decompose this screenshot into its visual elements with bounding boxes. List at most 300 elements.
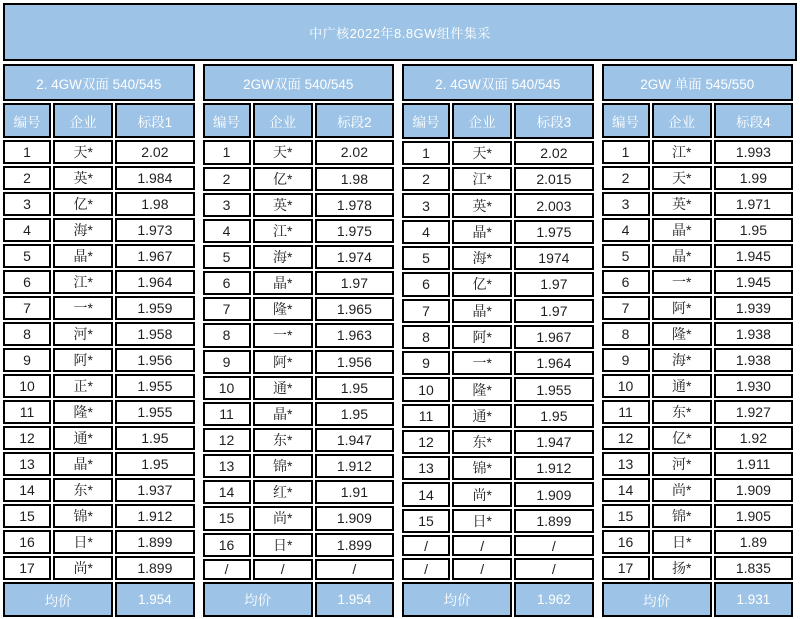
table-row xyxy=(402,482,594,506)
average-value: 1.954 xyxy=(115,582,194,617)
table-row xyxy=(602,426,794,450)
company-cell: 日* xyxy=(253,533,313,557)
table-row xyxy=(203,480,395,504)
price-cell: 1.927 xyxy=(714,400,793,424)
rank-cell: 7 xyxy=(602,296,650,320)
company-cell: 锦* xyxy=(652,504,712,528)
table-row xyxy=(402,509,594,533)
table-row xyxy=(3,322,195,346)
table-row xyxy=(3,296,195,320)
company-cell: 一* xyxy=(53,296,113,320)
rank-cell: 11 xyxy=(402,404,450,428)
company-cell: 英* xyxy=(253,193,313,217)
company-cell: 河* xyxy=(53,322,113,346)
rank-cell: 6 xyxy=(3,270,51,294)
table-row xyxy=(402,430,594,454)
column-header: 标段1 xyxy=(115,103,194,138)
company-cell: 东* xyxy=(53,478,113,502)
rank-cell: 17 xyxy=(3,556,51,580)
rank-cell: 2 xyxy=(3,166,51,190)
price-cell: 1.963 xyxy=(315,323,394,347)
rank-cell: 2 xyxy=(602,166,650,190)
rank-cell: 5 xyxy=(3,244,51,268)
price-cell: 1.95 xyxy=(514,404,593,428)
column-header: 编号 xyxy=(203,103,251,138)
company-cell: 天* xyxy=(253,140,313,164)
table-row xyxy=(602,400,794,424)
price-cell: 1.97 xyxy=(514,299,593,323)
table-row xyxy=(602,192,794,216)
price-cell: 1.993 xyxy=(714,140,793,164)
table-row xyxy=(3,426,195,450)
table-row xyxy=(602,556,794,580)
average-label: 均价 xyxy=(203,582,313,617)
price-cell: 1.945 xyxy=(714,270,793,294)
average-label: 均价 xyxy=(3,582,113,617)
section-header: 2. 4GW双面 540/545 xyxy=(3,64,195,101)
company-cell: 亿* xyxy=(652,426,712,450)
company-cell: 阿* xyxy=(452,325,512,349)
price-cell: 1.97 xyxy=(514,272,593,296)
rank-cell: 15 xyxy=(3,504,51,528)
table-row xyxy=(602,218,794,242)
table-row xyxy=(3,348,195,372)
rank-cell: 14 xyxy=(203,480,251,504)
table-row xyxy=(203,167,395,191)
company-cell: 河* xyxy=(652,452,712,476)
rank-cell: 4 xyxy=(203,219,251,243)
table-row xyxy=(3,270,195,294)
section-header: 2GW双面 540/545 xyxy=(203,64,395,101)
table-row xyxy=(402,377,594,401)
company-cell: 江* xyxy=(253,219,313,243)
price-cell: 1.937 xyxy=(115,478,194,502)
company-cell: 阿* xyxy=(53,348,113,372)
company-cell: 海* xyxy=(452,246,512,270)
price-cell: 1.95 xyxy=(315,402,394,426)
table-row xyxy=(203,323,395,347)
price-cell: 2.003 xyxy=(514,193,593,217)
rank-cell: / xyxy=(402,558,450,579)
rank-cell: 3 xyxy=(402,193,450,217)
price-cell: 2.02 xyxy=(115,140,194,164)
rank-cell: 9 xyxy=(203,350,251,374)
rank-cell: 6 xyxy=(602,270,650,294)
table-row xyxy=(402,456,594,480)
price-cell: 1.89 xyxy=(714,530,793,554)
price-cell: 1.912 xyxy=(315,454,394,478)
price-cell: 1.909 xyxy=(714,478,793,502)
rank-cell: 10 xyxy=(602,374,650,398)
rank-cell: 4 xyxy=(602,218,650,242)
table-row xyxy=(602,478,794,502)
price-cell: 1.964 xyxy=(115,270,194,294)
company-cell: 晶* xyxy=(652,244,712,268)
bid-section-table xyxy=(400,62,596,619)
company-cell: 天* xyxy=(452,141,512,165)
company-cell: 正* xyxy=(53,374,113,398)
price-cell: 1.95 xyxy=(115,426,194,450)
average-label: 均价 xyxy=(402,582,512,617)
company-cell: 通* xyxy=(652,374,712,398)
price-cell: 1.973 xyxy=(115,218,194,242)
price-cell: 1.938 xyxy=(714,348,793,372)
table-row xyxy=(402,246,594,270)
rank-cell: 15 xyxy=(402,509,450,533)
company-cell: 一* xyxy=(452,351,512,375)
price-cell: 1.97 xyxy=(315,271,394,295)
table-row xyxy=(3,556,195,580)
table-row xyxy=(203,402,395,426)
rank-cell: 8 xyxy=(602,322,650,346)
company-cell: 亿* xyxy=(53,192,113,216)
company-cell: / xyxy=(452,558,512,579)
table-row xyxy=(402,404,594,428)
company-cell: 日* xyxy=(53,530,113,554)
rank-cell: 8 xyxy=(402,325,450,349)
table-row xyxy=(602,504,794,528)
rank-cell: 16 xyxy=(203,533,251,557)
table-row xyxy=(3,530,195,554)
price-cell: 1.938 xyxy=(714,322,793,346)
table-row xyxy=(3,374,195,398)
table-row xyxy=(602,530,794,554)
rank-cell: 14 xyxy=(402,482,450,506)
company-cell: 尚* xyxy=(253,506,313,530)
company-cell: 锦* xyxy=(253,454,313,478)
table-row xyxy=(402,299,594,323)
rank-cell: 6 xyxy=(402,272,450,296)
company-cell: 尚* xyxy=(53,556,113,580)
column-header: 企业 xyxy=(452,103,512,138)
rank-cell: 13 xyxy=(203,454,251,478)
rank-cell: 11 xyxy=(602,400,650,424)
table-row xyxy=(203,454,395,478)
table-row xyxy=(602,166,794,190)
company-cell: 一* xyxy=(253,323,313,347)
company-cell: 晶* xyxy=(53,452,113,476)
price-cell: 1.899 xyxy=(514,509,593,533)
table-row xyxy=(602,244,794,268)
average-label: 均价 xyxy=(602,582,712,617)
price-cell: 1.95 xyxy=(115,452,194,476)
rank-cell: 12 xyxy=(3,426,51,450)
company-cell: 扬* xyxy=(652,556,712,580)
column-header: 企业 xyxy=(53,103,113,138)
table-row xyxy=(402,272,594,296)
price-cell: 1.899 xyxy=(315,533,394,557)
price-cell: 1.947 xyxy=(514,430,593,454)
bid-section-table xyxy=(1,62,197,619)
table-row xyxy=(602,296,794,320)
company-cell: 江* xyxy=(452,167,512,191)
price-cell: 1.835 xyxy=(714,556,793,580)
company-cell: 海* xyxy=(652,348,712,372)
company-cell: 英* xyxy=(652,192,712,216)
company-cell: 海* xyxy=(253,245,313,269)
price-cell: 1.899 xyxy=(115,530,194,554)
average-row xyxy=(3,582,195,617)
rank-cell: 1 xyxy=(3,140,51,164)
price-cell: 2.02 xyxy=(315,140,394,164)
company-cell: 隆* xyxy=(652,322,712,346)
price-cell: 1.984 xyxy=(115,166,194,190)
price-cell: / xyxy=(514,535,593,556)
rank-cell: 11 xyxy=(203,402,251,426)
rank-cell: 7 xyxy=(3,296,51,320)
average-row xyxy=(203,582,395,617)
section-header: 2. 4GW双面 540/545 xyxy=(402,64,594,101)
rank-cell: 17 xyxy=(602,556,650,580)
table-row xyxy=(203,428,395,452)
company-cell: 尚* xyxy=(452,482,512,506)
column-header: 企业 xyxy=(652,103,712,138)
rank-cell: 12 xyxy=(602,426,650,450)
rank-cell: 15 xyxy=(203,506,251,530)
price-cell: 1.98 xyxy=(115,192,194,216)
average-value: 1.931 xyxy=(714,582,793,617)
price-cell: 1.947 xyxy=(315,428,394,452)
price-cell: 1.956 xyxy=(115,348,194,372)
table-row xyxy=(602,452,794,476)
price-cell: 1.967 xyxy=(514,325,593,349)
company-cell: 隆* xyxy=(53,400,113,424)
column-header: 标段4 xyxy=(714,103,793,138)
price-cell: 1.975 xyxy=(315,219,394,243)
column-header: 标段2 xyxy=(315,103,394,138)
price-cell: 1.955 xyxy=(115,374,194,398)
rank-cell: 5 xyxy=(402,246,450,270)
column-header: 编号 xyxy=(602,103,650,138)
price-cell: 1.930 xyxy=(714,374,793,398)
price-cell: 1.974 xyxy=(315,245,394,269)
table-row xyxy=(3,244,195,268)
table-row xyxy=(3,140,195,164)
price-cell: 1.98 xyxy=(315,167,394,191)
company-cell: 亿* xyxy=(253,167,313,191)
company-cell: 隆* xyxy=(253,297,313,321)
column-header: 企业 xyxy=(253,103,313,138)
company-cell: 英* xyxy=(452,193,512,217)
rank-cell: 1 xyxy=(602,140,650,164)
column-header: 编号 xyxy=(402,103,450,138)
rank-cell: 3 xyxy=(3,192,51,216)
rank-cell: 9 xyxy=(3,348,51,372)
company-cell: 锦* xyxy=(53,504,113,528)
rank-cell: / xyxy=(203,559,251,580)
company-cell: 天* xyxy=(652,166,712,190)
price-cell: 1.92 xyxy=(714,426,793,450)
company-cell: 通* xyxy=(253,376,313,400)
price-cell: 1.975 xyxy=(514,220,593,244)
company-cell: 晶* xyxy=(253,271,313,295)
company-cell: 海* xyxy=(53,218,113,242)
table-row xyxy=(3,400,195,424)
table-row xyxy=(402,167,594,191)
table-row xyxy=(203,559,395,580)
rank-cell: 8 xyxy=(3,322,51,346)
rank-cell: 16 xyxy=(3,530,51,554)
price-cell: 1.95 xyxy=(714,218,793,242)
price-cell: 1.899 xyxy=(115,556,194,580)
price-cell: 1.91 xyxy=(315,480,394,504)
company-cell: 尚* xyxy=(652,478,712,502)
average-value: 1.954 xyxy=(315,582,394,617)
rank-cell: 10 xyxy=(203,376,251,400)
table-row xyxy=(402,535,594,556)
rank-cell: 13 xyxy=(602,452,650,476)
company-cell: 东* xyxy=(253,428,313,452)
price-cell: 1.945 xyxy=(714,244,793,268)
rank-cell: 3 xyxy=(602,192,650,216)
average-value: 1.962 xyxy=(514,582,593,617)
rank-cell: 14 xyxy=(602,478,650,502)
bid-section-table xyxy=(600,62,796,619)
rank-cell: 9 xyxy=(602,348,650,372)
table-row xyxy=(203,271,395,295)
price-cell: 1.955 xyxy=(514,377,593,401)
table-row xyxy=(3,478,195,502)
price-cell: 1.958 xyxy=(115,322,194,346)
rank-cell: 3 xyxy=(203,193,251,217)
company-cell: 通* xyxy=(452,404,512,428)
company-cell: 东* xyxy=(652,400,712,424)
company-cell: 阿* xyxy=(652,296,712,320)
rank-cell: 5 xyxy=(203,245,251,269)
company-cell: 晶* xyxy=(53,244,113,268)
rank-cell: 15 xyxy=(602,504,650,528)
company-cell: 东* xyxy=(452,430,512,454)
rank-cell: 1 xyxy=(203,140,251,164)
table-row xyxy=(402,325,594,349)
company-cell: 江* xyxy=(652,140,712,164)
price-cell: 1.955 xyxy=(115,400,194,424)
price-cell: 1.909 xyxy=(315,506,394,530)
table-row xyxy=(3,504,195,528)
table-row xyxy=(402,351,594,375)
table-row xyxy=(203,376,395,400)
company-cell: 江* xyxy=(53,270,113,294)
section-header: 2GW 单面 545/550 xyxy=(602,64,794,101)
price-cell: 1.939 xyxy=(714,296,793,320)
table-row xyxy=(402,558,594,579)
table-row xyxy=(203,350,395,374)
table-row xyxy=(203,245,395,269)
price-cell: 1.971 xyxy=(714,192,793,216)
company-cell: 晶* xyxy=(253,402,313,426)
price-cell: 1.95 xyxy=(315,376,394,400)
price-cell: 2.015 xyxy=(514,167,593,191)
price-cell: / xyxy=(315,559,394,580)
table-title: 中广核2022年8.8GW组件集采 xyxy=(3,3,797,61)
table-row xyxy=(203,297,395,321)
rank-cell: 4 xyxy=(3,218,51,242)
table-row xyxy=(203,219,395,243)
rank-cell: / xyxy=(402,535,450,556)
rank-cell: 2 xyxy=(402,167,450,191)
average-row xyxy=(402,582,594,617)
table-row xyxy=(3,192,195,216)
price-cell: 1974 xyxy=(514,246,593,270)
price-cell: 1.911 xyxy=(714,452,793,476)
table-row xyxy=(3,218,195,242)
price-cell: 1.959 xyxy=(115,296,194,320)
price-cell: 1.965 xyxy=(315,297,394,321)
company-cell: 日* xyxy=(452,509,512,533)
rank-cell: 10 xyxy=(402,377,450,401)
bid-section-groups xyxy=(3,64,797,617)
rank-cell: 9 xyxy=(402,351,450,375)
company-cell: 红* xyxy=(253,480,313,504)
price-cell: / xyxy=(514,558,593,579)
company-cell: 日* xyxy=(652,530,712,554)
column-header: 编号 xyxy=(3,103,51,138)
price-cell: 1.964 xyxy=(514,351,593,375)
table-row xyxy=(402,141,594,165)
table-row xyxy=(602,270,794,294)
company-cell: 晶* xyxy=(452,299,512,323)
company-cell: 亿* xyxy=(452,272,512,296)
table-row xyxy=(602,322,794,346)
rank-cell: 14 xyxy=(3,478,51,502)
price-cell: 1.912 xyxy=(115,504,194,528)
rank-cell: 13 xyxy=(402,456,450,480)
price-cell: 1.912 xyxy=(514,456,593,480)
company-cell: 天* xyxy=(53,140,113,164)
rank-cell: 4 xyxy=(402,220,450,244)
rank-cell: 12 xyxy=(402,430,450,454)
table-row xyxy=(602,140,794,164)
table-row xyxy=(402,193,594,217)
rank-cell: 6 xyxy=(203,271,251,295)
company-cell: 通* xyxy=(53,426,113,450)
column-header: 标段3 xyxy=(514,103,593,138)
price-cell: 1.956 xyxy=(315,350,394,374)
company-cell: 晶* xyxy=(652,218,712,242)
price-cell: 1.967 xyxy=(115,244,194,268)
company-cell: 锦* xyxy=(452,456,512,480)
table-row xyxy=(602,374,794,398)
rank-cell: 7 xyxy=(402,299,450,323)
price-cell: 1.909 xyxy=(514,482,593,506)
rank-cell: 8 xyxy=(203,323,251,347)
rank-cell: 7 xyxy=(203,297,251,321)
rank-cell: 1 xyxy=(402,141,450,165)
rank-cell: 13 xyxy=(3,452,51,476)
rank-cell: 12 xyxy=(203,428,251,452)
rank-cell: 5 xyxy=(602,244,650,268)
table-row xyxy=(3,166,195,190)
price-cell: 2.02 xyxy=(514,141,593,165)
price-cell: 1.978 xyxy=(315,193,394,217)
price-cell: 1.99 xyxy=(714,166,793,190)
company-cell: / xyxy=(253,559,313,580)
rank-cell: 10 xyxy=(3,374,51,398)
company-cell: 英* xyxy=(53,166,113,190)
rank-cell: 11 xyxy=(3,400,51,424)
company-cell: 一* xyxy=(652,270,712,294)
table-row xyxy=(203,140,395,164)
table-row xyxy=(203,506,395,530)
company-cell: 隆* xyxy=(452,377,512,401)
average-row xyxy=(602,582,794,617)
company-cell: 晶* xyxy=(452,220,512,244)
table-row xyxy=(402,220,594,244)
company-cell: 阿* xyxy=(253,350,313,374)
price-cell: 1.905 xyxy=(714,504,793,528)
table-row xyxy=(602,348,794,372)
bid-section-table xyxy=(201,62,397,619)
